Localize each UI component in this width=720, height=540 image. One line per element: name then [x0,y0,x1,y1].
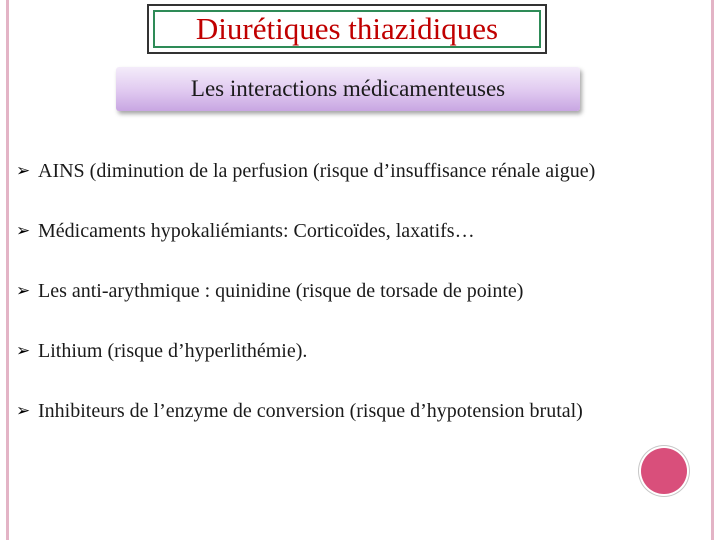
decorative-circle [641,448,687,494]
slide-title-box [147,4,547,54]
slide-subtitle-box [116,67,580,111]
list-item [16,158,706,218]
bullet-text: Lithium (risque d’hyperlithémie). [38,340,308,362]
list-item [16,338,706,398]
bullet-text: Médicaments hypokaliémiants: Corticoïdes, laxatifs… [38,220,475,242]
bullet-list [16,158,706,458]
slide-title: Diurétiques thiazidiques [195,11,499,46]
left-frame-line [6,0,9,540]
arrow-bullet-icon: ➢ [16,341,31,361]
arrow-bullet-icon: ➢ [16,281,31,301]
list-item [16,398,706,458]
arrow-bullet-icon: ➢ [16,401,31,421]
arrow-bullet-icon: ➢ [16,221,31,241]
bullet-text: Inhibiteurs de l’enzyme de conversion (risque d’hypotension brutal) [38,400,583,422]
arrow-bullet-icon: ➢ [16,161,31,181]
bullet-text: AINS (diminution de la perfusion (risque d’insuffisance rénale aigue) [38,160,596,182]
right-frame-line [711,0,714,540]
slide-subtitle: Les interactions médicamenteuses [190,76,506,101]
list-item [16,218,706,278]
list-item [16,278,706,338]
bullet-text: Les anti-arythmique : quinidine (risque de torsade de pointe) [38,280,524,302]
